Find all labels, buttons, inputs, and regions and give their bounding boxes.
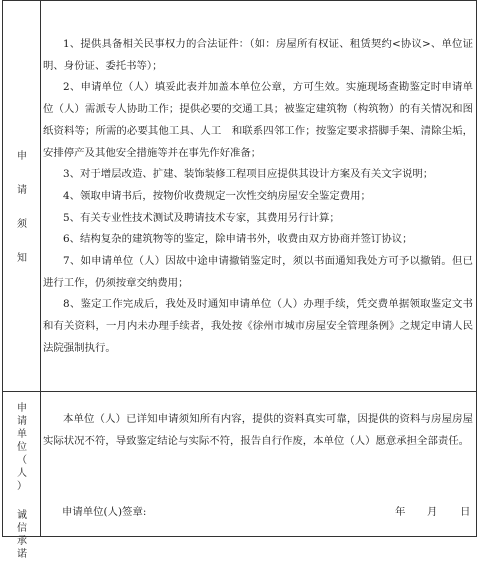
notice-list <box>43 34 473 360</box>
notice-item: 4、领取申请书后，按物价收费规定一次性交纳房屋安全鉴定费用； <box>63 189 371 202</box>
notice-label-char: 须 <box>17 219 27 230</box>
commitment-label-char: 申 <box>17 403 27 414</box>
notice-item: 2、申请单位（人）填妥此表并加盖本单位公章，方可生效。实施现场查勘鉴定时申请单位（人）需派专人协助工作；提供必要的交通工具；被鉴定建筑物（构筑物）的有关情况和图纸资料等；所需的必要其他工具、人工 和联系四邻工作；按鉴定要求搭脚手架、清除尘垢，安排停产及其他安全措施等并在事先作好准备； <box>43 81 473 159</box>
notice-label-char: 申 <box>17 151 27 162</box>
notice-section-label <box>3 150 41 286</box>
commitment-label-char: 诚 <box>17 510 27 521</box>
notice-item: 3、对于增层改造、扩建、装饰装修工程项目应提供其设计方案及有关文字说明； <box>63 168 434 181</box>
commitment-label-char: 位 <box>17 442 27 453</box>
notice-item: 5、有关专业性技术测试及聘请技术专家，其费用另行计算； <box>63 211 340 224</box>
signature-label: 申请单位(人)签章: <box>62 506 147 518</box>
notice-item: 1、提供具备相关民事权力的合法证件：（如：房屋所有权证、租赁契约<协议>、单位证明、身份证、委托书等）； <box>43 38 473 72</box>
date-month-label: 月 <box>427 506 438 518</box>
commitment-label-char: 诺 <box>17 549 27 560</box>
commitment-label-char: 人 <box>17 468 27 479</box>
commitment-label-char: （ <box>17 455 27 466</box>
commitment-statement-block <box>43 409 473 452</box>
commitment-label-char: 承 <box>17 536 27 547</box>
date-year-label: 年 <box>395 506 406 518</box>
date-day-label: 日 <box>460 506 471 518</box>
label-spacer <box>3 493 41 509</box>
commitment-statement: 本单位（人）已详知申请须知所有内容，提供的资料真实可靠，因提供的资料与房屋房屋实际状况不符，导致鉴定结论与实际不符，报告自行作废，本单位（人）愿意承担全部责任。 <box>43 413 473 447</box>
section-divider <box>2 391 477 392</box>
notice-label-char: 请 <box>17 185 27 196</box>
commitment-label-char: 单 <box>17 429 27 440</box>
commitment-label-char: 请 <box>17 416 27 427</box>
notice-item: 8、鉴定工作完成后，我处及时通知申请单位（人）办理手续，凭交费单据领取鉴定文书和有关资料，一月内未办理手续者，我处按《徐州市城市房屋安全管理条例》之规定申请人民法院强制执行。 <box>43 298 473 354</box>
notice-item: 7、如申请单位（人）因故中途申请撤销鉴定时，须以书面通知我处方可予以撤销。但已进行工作，仍须按章交纳费用； <box>43 255 473 289</box>
commitment-label-char: ） <box>17 481 27 492</box>
notice-item: 6、结构复杂的建筑物等的鉴定，除申请书外，收费由双方协商并签订协议； <box>63 233 413 246</box>
commitment-section-label <box>3 402 41 561</box>
notice-label-char: 知 <box>17 253 27 264</box>
commitment-label-char: 信 <box>17 523 27 534</box>
